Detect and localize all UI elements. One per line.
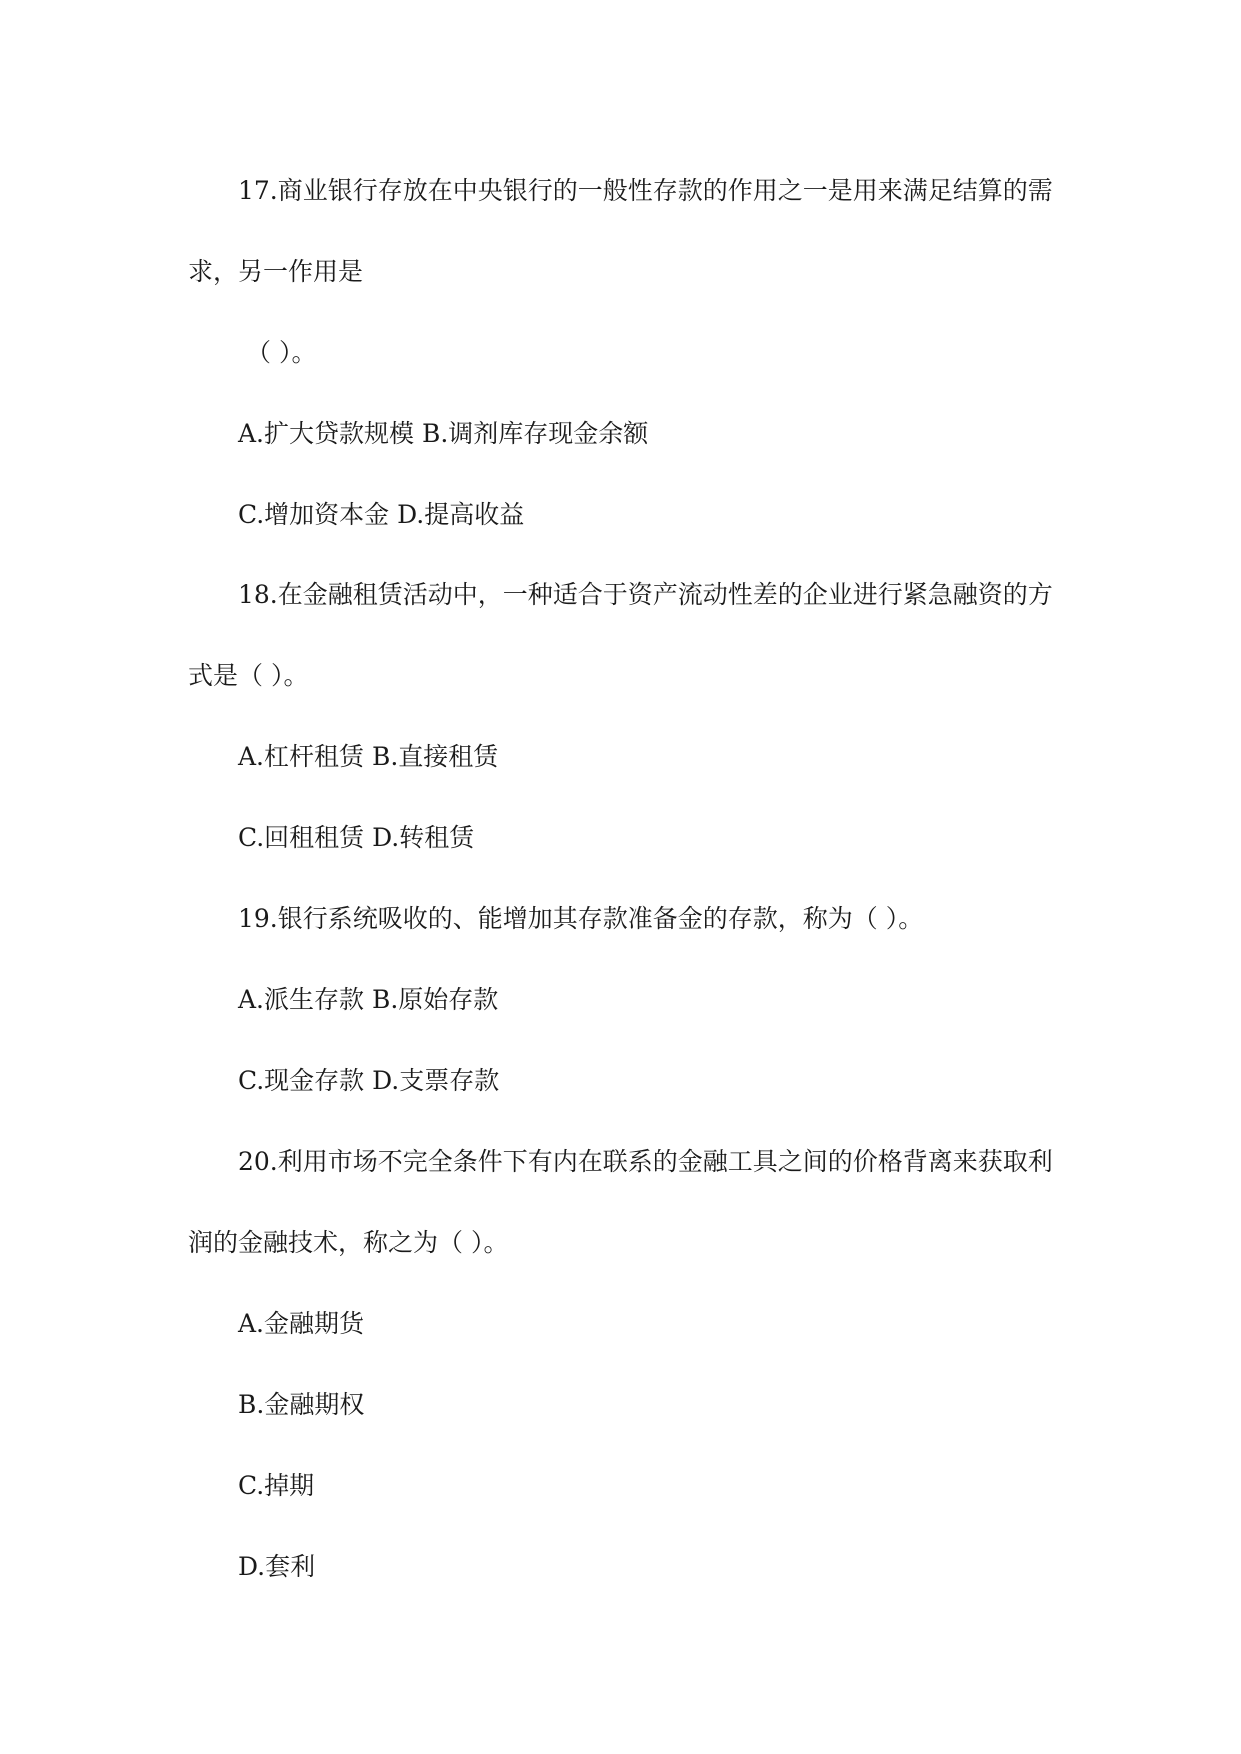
question-17-stem-line-2: 求，另一作用是 bbox=[188, 257, 364, 286]
question-18-options-ab: A.杠杆租赁 B.直接租赁 bbox=[238, 742, 499, 771]
question-17-stem-line-1: 17.商业银行存放在中央银行的一般性存款的作用之一是用来满足结算的需 bbox=[238, 176, 1053, 205]
question-17-options-ab: A.扩大贷款规模 B.调剂库存现金余额 bbox=[238, 419, 649, 448]
question-18-stem-line-1: 18.在金融租赁活动中，一种适合于资产流动性差的企业进行紧急融资的方 bbox=[238, 580, 1053, 609]
question-19-options-cd: C.现金存款 D.支票存款 bbox=[238, 1066, 500, 1095]
question-20-option-b: B.金融期权 bbox=[238, 1390, 365, 1419]
question-18-stem-line-2: 式是（ ）。 bbox=[188, 661, 309, 690]
question-20-option-d: D.套利 bbox=[238, 1552, 316, 1581]
question-20-stem-line-2: 润的金融技术，称之为（ ）。 bbox=[188, 1228, 509, 1257]
question-20-option-a: A.金融期货 bbox=[238, 1309, 365, 1338]
question-20-option-c: C.掉期 bbox=[238, 1471, 315, 1500]
question-19-stem: 19.银行系统吸收的、能增加其存款准备金的存款，称为（ ）。 bbox=[238, 904, 924, 933]
question-18-options-cd: C.回租租赁 D.转租赁 bbox=[238, 823, 475, 852]
question-17-options-cd: C.增加资本金 D.提高收益 bbox=[238, 500, 525, 529]
question-20-stem-line-1: 20.利用市场不完全条件下有内在联系的金融工具之间的价格背离来获取利 bbox=[238, 1147, 1053, 1176]
question-17-blank: （ ）。 bbox=[246, 338, 317, 367]
question-19-options-ab: A.派生存款 B.原始存款 bbox=[238, 985, 499, 1014]
